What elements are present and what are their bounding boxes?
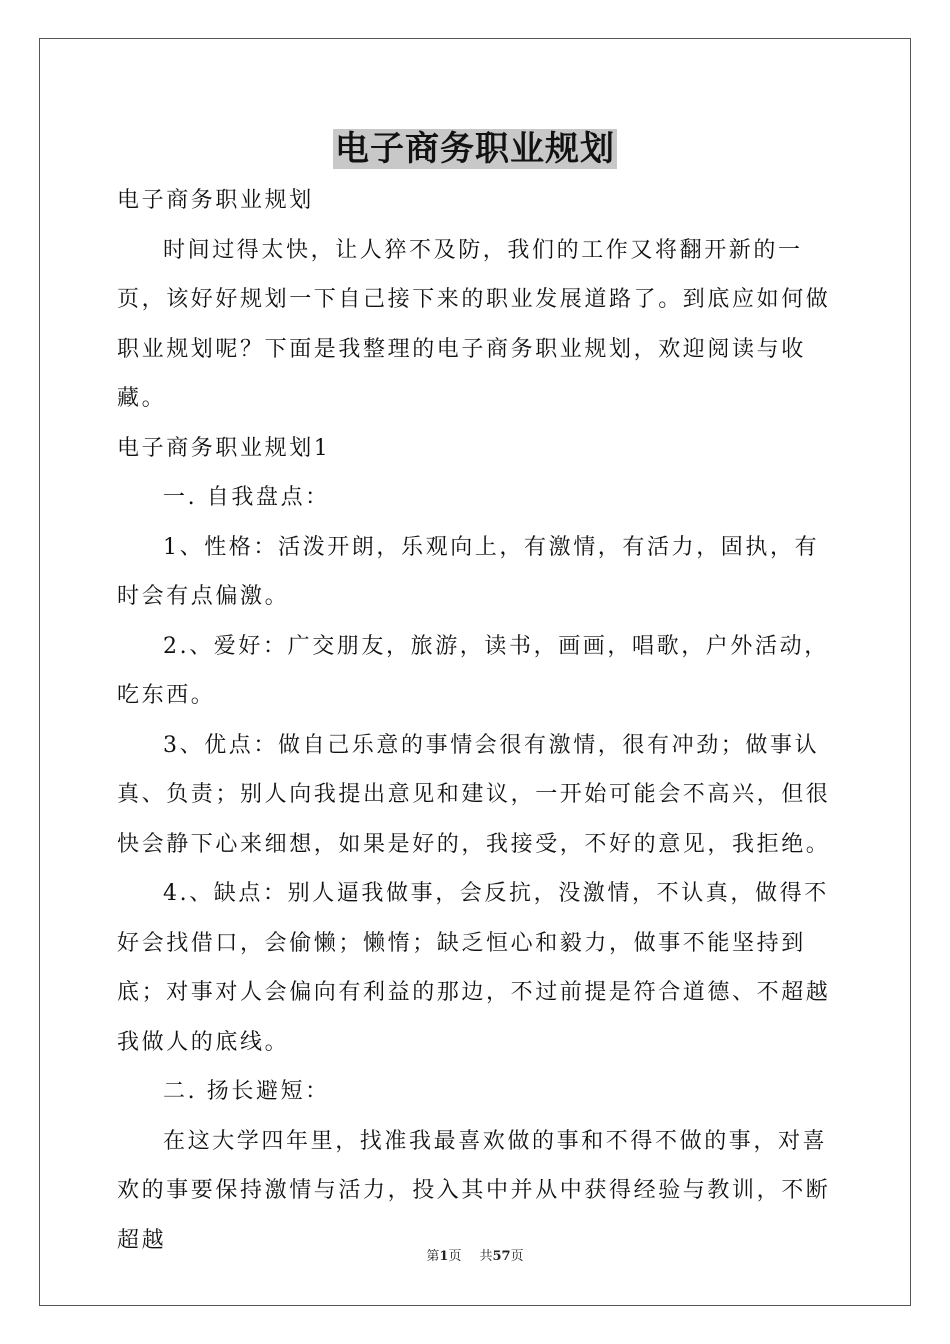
footer-total-pages: 57 <box>492 1249 511 1264</box>
document-title-wrapper <box>0 126 950 172</box>
footer-page-number: 1 <box>439 1249 449 1264</box>
footer-page-prefix: 第 <box>426 1249 440 1264</box>
paragraph-weaknesses: 4.、缺点：别人逼我做事，会反抗，没激情，不认真，做得不好会找借口，会偷懒；懒惰；缺乏恒心和毅力，做事不能坚持到底；对事对人会偏向有利益的那边，不过前提是符合道德、不超越我做人的底线。 <box>117 881 831 1055</box>
paragraph-intro: 时间过得太快，让人猝不及防，我们的工作又将翻开新的一页，该好好规划一下自己接下来的职业发展道路了。到底应如何做职业规划呢？下面是我整理的电子商务职业规划，欢迎阅读与收藏。 <box>117 237 831 411</box>
paragraph-hobbies: 2.、爱好：广交朋友，旅游，读书，画画，唱歌，户外活动，吃东西。 <box>117 633 829 708</box>
footer-page-suffix: 页 <box>448 1249 462 1264</box>
paragraph-university-plan: 在这大学四年里，找准我最喜欢做的事和不得不做的事，对喜欢的事要保持激情与活力，投入其中并从中获得经验与教训，不断超越 <box>117 1128 831 1253</box>
subheading-self-review: 一. 自我盘点： <box>163 485 330 510</box>
page-footer <box>0 1248 950 1266</box>
footer-total-prefix: 共 <box>479 1249 493 1264</box>
subheading-strengths-weaknesses: 二. 扬长避短： <box>163 1079 330 1104</box>
document-body <box>117 176 837 1265</box>
section-heading-1: 电子商务职业规划1 <box>117 435 331 461</box>
paragraph-heading: 电子商务职业规划 <box>117 188 314 213</box>
footer-total-suffix: 页 <box>510 1249 524 1264</box>
document-title: 电子商务职业规划 <box>335 129 615 169</box>
paragraph-personality: 1、性格：活泼开朗，乐观向上，有激情，有活力，固执，有时会有点偏激。 <box>117 534 820 609</box>
paragraph-strengths: 3、优点：做自己乐意的事情会很有激情，很有冲劲；做事认真、负责；别人向我提出意见和建议，一开始可能会不高兴，但很快会静下心来细想，如果是好的，我接受，不好的意见，我拒绝。 <box>117 732 831 857</box>
